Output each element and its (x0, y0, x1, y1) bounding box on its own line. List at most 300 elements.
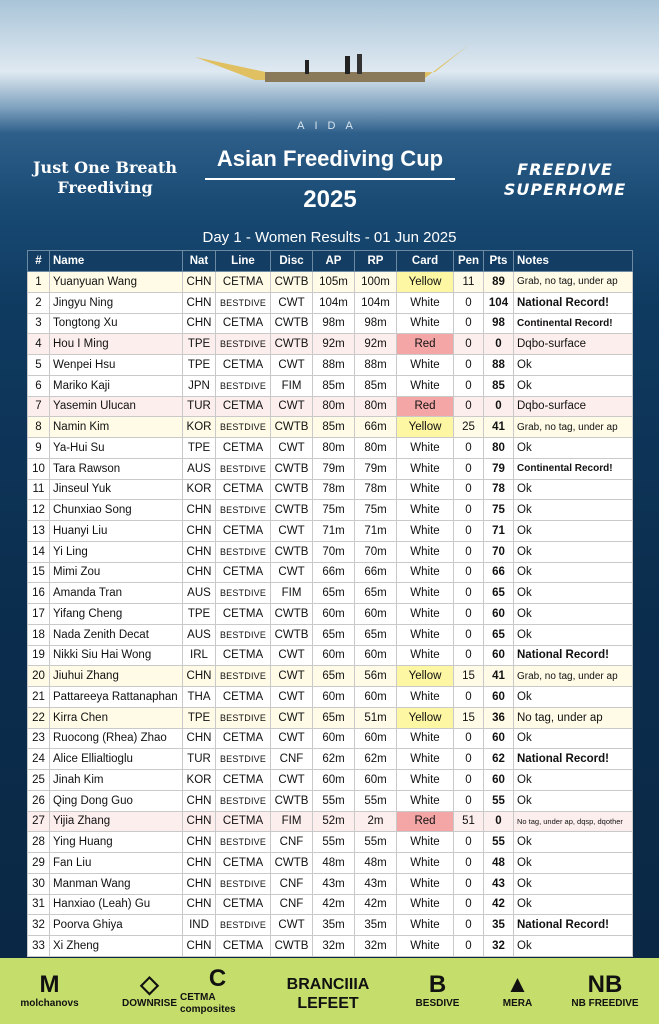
cell-pts: 32 (484, 936, 514, 957)
cell-notes: Ok (514, 375, 633, 396)
cell-rp: 60m (355, 645, 397, 666)
cell-nat: CHN (183, 313, 216, 334)
cell-pts: 43 (484, 873, 514, 894)
cell-pts: 0 (484, 334, 514, 355)
cell-disc: CWT (271, 292, 313, 313)
cell-ap: 71m (313, 521, 355, 542)
cell-n: 33 (28, 936, 50, 957)
cell-pts: 60 (484, 687, 514, 708)
cell-pen: 0 (454, 562, 484, 583)
sponsor-mark: M (39, 971, 60, 998)
cell-pen: 0 (454, 479, 484, 500)
cell-name: Tara Rawson (50, 458, 183, 479)
cell-disc: CWTB (271, 936, 313, 957)
cell-card: White (397, 770, 454, 791)
cell-n: 22 (28, 707, 50, 728)
cell-pen: 0 (454, 583, 484, 604)
table-row (28, 645, 633, 666)
cell-n: 2 (28, 292, 50, 313)
cell-ap: 105m (313, 272, 355, 293)
cell-nat: KOR (183, 417, 216, 438)
cell-ap: 43m (313, 873, 355, 894)
table-header-row (28, 251, 633, 272)
cell-notes: Ok (514, 687, 633, 708)
cell-ap: 60m (313, 770, 355, 791)
table-row (28, 355, 633, 376)
cell-nat: CHN (183, 541, 216, 562)
table-row (28, 811, 633, 832)
cell-notes: Ok (514, 479, 633, 500)
cell-card: White (397, 790, 454, 811)
sponsor-label: NB FREEDIVE (571, 998, 639, 1009)
cell-pen: 15 (454, 666, 484, 687)
results-table (27, 250, 633, 957)
cell-line: CETMA (216, 936, 271, 957)
cell-ap: 80m (313, 396, 355, 417)
just-one-breath-logo (20, 158, 190, 198)
cell-n: 1 (28, 272, 50, 293)
cell-rp: 66m (355, 417, 397, 438)
cell-pen: 0 (454, 853, 484, 874)
cell-nat: CHN (183, 500, 216, 521)
cell-card: White (397, 292, 454, 313)
cell-disc: CNF (271, 832, 313, 853)
cell-disc: CWT (271, 687, 313, 708)
cell-ap: 60m (313, 645, 355, 666)
cell-n: 16 (28, 583, 50, 604)
cell-notes: No tag, under ap (514, 707, 633, 728)
table-row (28, 936, 633, 957)
cell-line: CETMA (216, 604, 271, 625)
cell-notes: Ok (514, 790, 633, 811)
cell-line: BESTDIVE (216, 292, 271, 313)
cell-notes: Dqbo-surface (514, 396, 633, 417)
cell-line: CETMA (216, 355, 271, 376)
cell-name: Jinah Kim (50, 770, 183, 791)
cell-card: White (397, 604, 454, 625)
cell-nat: CHN (183, 811, 216, 832)
cell-disc: CWTB (271, 272, 313, 293)
cell-pts: 0 (484, 396, 514, 417)
cell-n: 32 (28, 915, 50, 936)
column-header: Pen (454, 251, 484, 272)
cell-nat: TPE (183, 707, 216, 728)
cell-card: White (397, 894, 454, 915)
cell-line: CETMA (216, 811, 271, 832)
cell-rp: 60m (355, 687, 397, 708)
freedive-superhome-logo (480, 160, 650, 200)
cell-nat: CHN (183, 853, 216, 874)
cell-n: 27 (28, 811, 50, 832)
cell-notes: Ok (514, 500, 633, 521)
cell-pts: 41 (484, 417, 514, 438)
cell-rp: 65m (355, 583, 397, 604)
page-year: 2025 (303, 186, 357, 213)
table-row (28, 438, 633, 459)
cell-rp: 80m (355, 438, 397, 459)
cell-disc: CWT (271, 396, 313, 417)
sponsor-label: LEFEET (297, 995, 359, 1012)
cell-pen: 0 (454, 790, 484, 811)
cell-pen: 51 (454, 811, 484, 832)
cell-disc: CWT (271, 728, 313, 749)
cell-pen: 0 (454, 936, 484, 957)
cell-card: White (397, 458, 454, 479)
cell-pts: 62 (484, 749, 514, 770)
column-header: RP (355, 251, 397, 272)
cell-pts: 98 (484, 313, 514, 334)
cell-n: 29 (28, 853, 50, 874)
cell-rp: 71m (355, 521, 397, 542)
cell-ap: 60m (313, 687, 355, 708)
cell-pen: 25 (454, 417, 484, 438)
cell-pen: 0 (454, 687, 484, 708)
cell-line: CETMA (216, 313, 271, 334)
cell-line: BESTDIVE (216, 707, 271, 728)
cell-line: CETMA (216, 396, 271, 417)
cell-notes: Ok (514, 770, 633, 791)
table-row (28, 458, 633, 479)
cell-pen: 0 (454, 749, 484, 770)
cell-notes: Ok (514, 728, 633, 749)
cell-line: CETMA (216, 728, 271, 749)
cell-pts: 71 (484, 521, 514, 542)
column-header: AP (313, 251, 355, 272)
cell-rp: 42m (355, 894, 397, 915)
cell-card: White (397, 500, 454, 521)
cell-n: 23 (28, 728, 50, 749)
cell-n: 19 (28, 645, 50, 666)
cell-pts: 75 (484, 500, 514, 521)
cell-line: BESTDIVE (216, 624, 271, 645)
cell-rp: 70m (355, 541, 397, 562)
boat-illustration-icon (195, 42, 475, 102)
cell-notes: Grab, no tag, under ap (514, 417, 633, 438)
cell-name: Hou I Ming (50, 334, 183, 355)
cell-rp: 43m (355, 873, 397, 894)
cell-nat: TUR (183, 749, 216, 770)
left-brand-line-1: Just One Breath (32, 158, 177, 177)
cell-rp: 79m (355, 458, 397, 479)
cell-pen: 11 (454, 272, 484, 293)
cell-name: Hanxiao (Leah) Gu (50, 894, 183, 915)
cell-line: CETMA (216, 562, 271, 583)
column-header: Notes (514, 251, 633, 272)
cell-rp: 60m (355, 604, 397, 625)
cell-card: White (397, 645, 454, 666)
cell-card: Yellow (397, 666, 454, 687)
cell-pts: 65 (484, 624, 514, 645)
cell-nat: TUR (183, 396, 216, 417)
title-divider (205, 178, 455, 180)
table-row (28, 749, 633, 770)
cell-notes: Dqbo-surface (514, 334, 633, 355)
cell-nat: KOR (183, 770, 216, 791)
cell-pts: 60 (484, 604, 514, 625)
cell-rp: 56m (355, 666, 397, 687)
cell-pts: 66 (484, 562, 514, 583)
cell-disc: CWT (271, 521, 313, 542)
cell-disc: CWT (271, 355, 313, 376)
cell-rp: 35m (355, 915, 397, 936)
cell-line: BESTDIVE (216, 583, 271, 604)
cell-name: Tongtong Xu (50, 313, 183, 334)
cell-name: Huanyi Liu (50, 521, 183, 542)
cell-card: White (397, 438, 454, 459)
cell-card: White (397, 624, 454, 645)
cell-notes: No tag, under ap, dqsp, dqother (514, 811, 633, 832)
cell-notes: Continental Record! (514, 458, 633, 479)
cell-n: 25 (28, 770, 50, 791)
cell-n: 3 (28, 313, 50, 334)
cell-disc: CNF (271, 894, 313, 915)
cell-pen: 0 (454, 541, 484, 562)
sponsor-label: BESDIVE (415, 998, 460, 1009)
cell-card: White (397, 687, 454, 708)
table-row (28, 832, 633, 853)
cell-nat: CHN (183, 728, 216, 749)
cell-n: 13 (28, 521, 50, 542)
cell-n: 9 (28, 438, 50, 459)
cell-pen: 0 (454, 894, 484, 915)
cell-pen: 0 (454, 624, 484, 645)
cell-notes: Grab, no tag, under ap (514, 666, 633, 687)
cell-rp: 75m (355, 500, 397, 521)
cell-name: Jinseul Yuk (50, 479, 183, 500)
table-row (28, 666, 633, 687)
sponsor-mark: BRANCIIIA (286, 976, 370, 993)
cell-ap: 70m (313, 541, 355, 562)
cell-rp: 78m (355, 479, 397, 500)
cell-line: BESTDIVE (216, 334, 271, 355)
cell-line: BESTDIVE (216, 749, 271, 770)
cell-pts: 42 (484, 894, 514, 915)
column-header: Line (216, 251, 271, 272)
cell-name: Yijia Zhang (50, 811, 183, 832)
mera-logo-icon (480, 958, 555, 1024)
cell-ap: 32m (313, 936, 355, 957)
table-row (28, 396, 633, 417)
cell-n: 11 (28, 479, 50, 500)
cell-card: Red (397, 811, 454, 832)
cell-disc: CNF (271, 749, 313, 770)
cell-nat: CHN (183, 562, 216, 583)
cell-n: 31 (28, 894, 50, 915)
cell-line: BESTDIVE (216, 458, 271, 479)
cell-name: Alice Ellialtioglu (50, 749, 183, 770)
cell-name: Ruocong (Rhea) Zhao (50, 728, 183, 749)
cell-ap: 78m (313, 479, 355, 500)
cell-rp: 62m (355, 749, 397, 770)
cell-card: White (397, 832, 454, 853)
cell-ap: 85m (313, 417, 355, 438)
cell-pen: 0 (454, 396, 484, 417)
cell-line: CETMA (216, 438, 271, 459)
table-row (28, 770, 633, 791)
cell-ap: 42m (313, 894, 355, 915)
cell-n: 6 (28, 375, 50, 396)
molchanovs-logo-icon (12, 958, 87, 1024)
cell-pen: 0 (454, 334, 484, 355)
cell-disc: CWTB (271, 313, 313, 334)
cell-ap: 92m (313, 334, 355, 355)
column-header: Card (397, 251, 454, 272)
cell-card: Yellow (397, 272, 454, 293)
cell-pen: 0 (454, 832, 484, 853)
cell-nat: TPE (183, 334, 216, 355)
cell-disc: CWTB (271, 479, 313, 500)
cell-card: White (397, 583, 454, 604)
cell-disc: CWT (271, 915, 313, 936)
cell-nat: TPE (183, 604, 216, 625)
cell-notes: Ok (514, 936, 633, 957)
cell-name: Namin Kim (50, 417, 183, 438)
cell-pen: 0 (454, 500, 484, 521)
cell-card: Red (397, 396, 454, 417)
cell-rp: 65m (355, 624, 397, 645)
nb-freedive-logo-icon (560, 958, 650, 1024)
sponsor-mark: ◇ (140, 971, 159, 998)
table-row (28, 375, 633, 396)
cell-rp: 60m (355, 770, 397, 791)
cell-name: Pattareeya Rattanaphan (50, 687, 183, 708)
cell-pts: 60 (484, 645, 514, 666)
column-header: Disc (271, 251, 313, 272)
cell-disc: CWTB (271, 541, 313, 562)
sponsor-label: molchanovs (20, 998, 79, 1009)
cell-ap: 65m (313, 707, 355, 728)
cell-card: Yellow (397, 707, 454, 728)
cell-rp: 2m (355, 811, 397, 832)
cell-rp: 66m (355, 562, 397, 583)
cell-name: Fan Liu (50, 853, 183, 874)
cell-ap: 85m (313, 375, 355, 396)
downrise-logo-icon (112, 958, 187, 1024)
cell-card: White (397, 749, 454, 770)
cell-pen: 0 (454, 458, 484, 479)
cell-pts: 36 (484, 707, 514, 728)
table-row (28, 853, 633, 874)
cell-line: BESTDIVE (216, 790, 271, 811)
cell-rp: 92m (355, 334, 397, 355)
cell-disc: CWTB (271, 500, 313, 521)
cell-n: 7 (28, 396, 50, 417)
cell-nat: TPE (183, 355, 216, 376)
cell-ap: 104m (313, 292, 355, 313)
cell-rp: 104m (355, 292, 397, 313)
cell-name: Wenpei Hsu (50, 355, 183, 376)
cell-name: Mimi Zou (50, 562, 183, 583)
cell-pts: 60 (484, 728, 514, 749)
cell-notes: Ok (514, 521, 633, 542)
cell-rp: 51m (355, 707, 397, 728)
cell-name: Qing Dong Guo (50, 790, 183, 811)
cell-ap: 98m (313, 313, 355, 334)
sponsor-mark: ▲ (505, 971, 530, 998)
cell-card: White (397, 521, 454, 542)
cell-name: Jiuhui Zhang (50, 666, 183, 687)
cell-line: CETMA (216, 479, 271, 500)
table-row (28, 873, 633, 894)
cell-n: 4 (28, 334, 50, 355)
cell-name: Kirra Chen (50, 707, 183, 728)
cell-card: White (397, 479, 454, 500)
cell-disc: CWTB (271, 334, 313, 355)
cell-n: 10 (28, 458, 50, 479)
cell-line: BESTDIVE (216, 873, 271, 894)
branchia-lefeet-logo-icon (268, 958, 388, 1024)
cell-n: 8 (28, 417, 50, 438)
cell-disc: CWTB (271, 624, 313, 645)
cell-card: Red (397, 334, 454, 355)
cell-pts: 104 (484, 292, 514, 313)
cell-disc: FIM (271, 583, 313, 604)
cell-nat: AUS (183, 458, 216, 479)
cell-ap: 48m (313, 853, 355, 874)
cell-notes: Ok (514, 894, 633, 915)
cell-pen: 0 (454, 770, 484, 791)
cell-notes: Ok (514, 355, 633, 376)
right-brand-line-1: FREEDIVE (517, 160, 613, 179)
cell-card: White (397, 375, 454, 396)
cell-rp: 32m (355, 936, 397, 957)
cell-name: Yi Ling (50, 541, 183, 562)
table-row (28, 334, 633, 355)
cell-pts: 60 (484, 770, 514, 791)
column-header: # (28, 251, 50, 272)
cell-pen: 0 (454, 375, 484, 396)
cell-pts: 55 (484, 832, 514, 853)
cell-disc: CWT (271, 645, 313, 666)
cell-line: BESTDIVE (216, 375, 271, 396)
cell-notes: Ok (514, 832, 633, 853)
table-row (28, 292, 633, 313)
cell-card: White (397, 541, 454, 562)
cell-line: BESTDIVE (216, 832, 271, 853)
table-row (28, 790, 633, 811)
cell-name: Yuanyuan Wang (50, 272, 183, 293)
cell-pen: 0 (454, 645, 484, 666)
sponsor-bar (0, 958, 659, 1024)
cell-n: 28 (28, 832, 50, 853)
cetma-logo-icon (180, 958, 255, 1024)
cell-pts: 70 (484, 541, 514, 562)
table-row (28, 562, 633, 583)
column-header: Pts (484, 251, 514, 272)
cell-line: CETMA (216, 645, 271, 666)
cell-disc: FIM (271, 375, 313, 396)
cell-rp: 55m (355, 790, 397, 811)
cell-nat: CHN (183, 666, 216, 687)
cell-line: BESTDIVE (216, 417, 271, 438)
cell-pen: 15 (454, 707, 484, 728)
table-row (28, 313, 633, 334)
aida-logo: AIDA (297, 120, 363, 132)
cell-notes: National Record! (514, 915, 633, 936)
table-row (28, 500, 633, 521)
cell-line: BESTDIVE (216, 666, 271, 687)
cell-disc: CWT (271, 666, 313, 687)
cell-name: Manman Wang (50, 873, 183, 894)
left-brand-line-2: Freediving (57, 178, 153, 197)
cell-ap: 65m (313, 666, 355, 687)
cell-card: White (397, 853, 454, 874)
cell-pts: 80 (484, 438, 514, 459)
cell-line: BESTDIVE (216, 500, 271, 521)
cell-pen: 0 (454, 313, 484, 334)
cell-notes: Ok (514, 562, 633, 583)
cell-line: CETMA (216, 521, 271, 542)
